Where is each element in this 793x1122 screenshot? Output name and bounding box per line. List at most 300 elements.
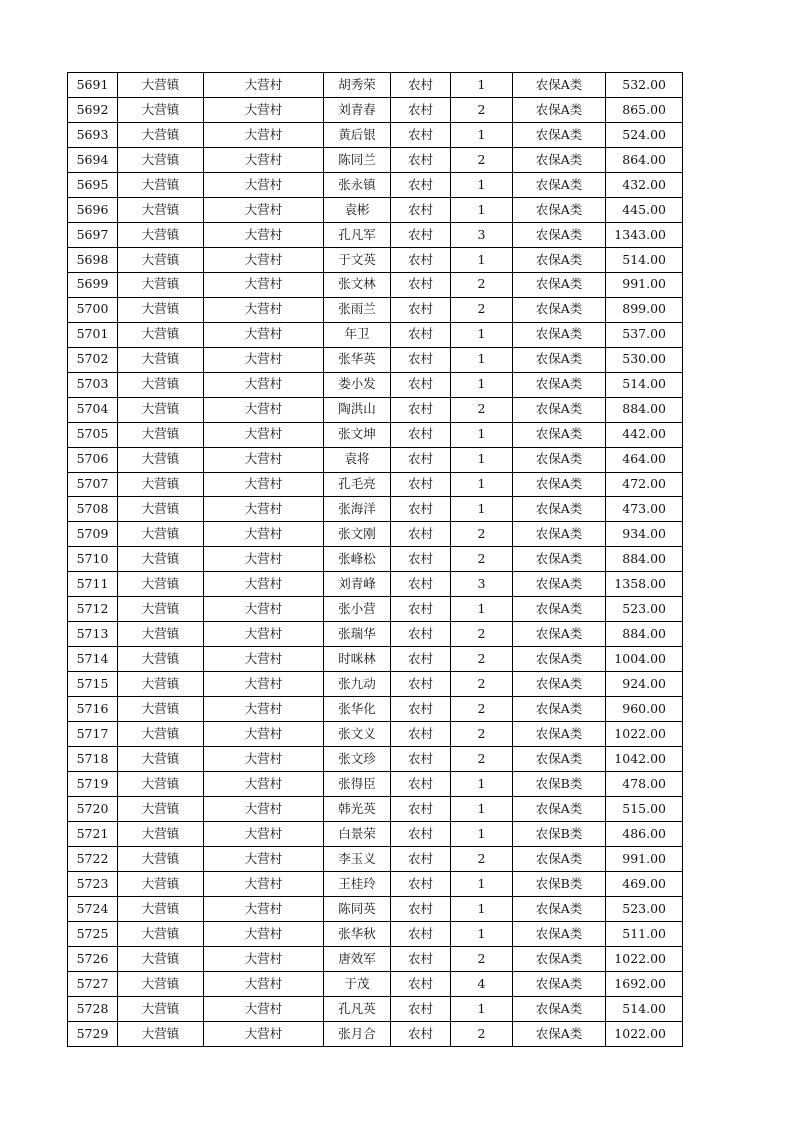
name-cell: 陈同英	[324, 896, 391, 921]
table-row	[68, 172, 683, 197]
table-row	[68, 747, 683, 772]
household-type-cell: 农村	[391, 372, 451, 397]
name-cell: 娄小发	[324, 372, 391, 397]
village-cell: 大营村	[204, 822, 324, 847]
insurance-category-cell: 农保A类	[513, 847, 606, 872]
amount-cell: 991.00	[606, 847, 683, 872]
town-cell: 大营镇	[118, 847, 204, 872]
insurance-category-cell: 农保A类	[513, 447, 606, 472]
table-row	[68, 397, 683, 422]
table-row	[68, 697, 683, 722]
town-cell: 大营镇	[118, 996, 204, 1021]
amount-cell: 924.00	[606, 672, 683, 697]
amount-cell: 865.00	[606, 97, 683, 122]
household-type-cell: 农村	[391, 347, 451, 372]
household-size-cell: 2	[451, 297, 513, 322]
household-type-cell: 农村	[391, 547, 451, 572]
household-type-cell: 农村	[391, 896, 451, 921]
amount-cell: 524.00	[606, 122, 683, 147]
town-cell: 大营镇	[118, 172, 204, 197]
name-cell: 黄后银	[324, 122, 391, 147]
row-number-cell: 5694	[68, 147, 118, 172]
village-cell: 大营村	[204, 872, 324, 897]
village-cell: 大营村	[204, 547, 324, 572]
household-type-cell: 农村	[391, 447, 451, 472]
household-size-cell: 4	[451, 971, 513, 996]
row-number-cell: 5711	[68, 572, 118, 597]
name-cell: 张瑞华	[324, 622, 391, 647]
village-cell: 大营村	[204, 996, 324, 1021]
row-number-cell: 5715	[68, 672, 118, 697]
amount-cell: 884.00	[606, 622, 683, 647]
household-type-cell: 农村	[391, 472, 451, 497]
table-row	[68, 522, 683, 547]
household-size-cell: 1	[451, 772, 513, 797]
insurance-category-cell: 农保B类	[513, 822, 606, 847]
town-cell: 大营镇	[118, 622, 204, 647]
household-type-cell: 农村	[391, 422, 451, 447]
row-number-cell: 5708	[68, 497, 118, 522]
name-cell: 陈同兰	[324, 147, 391, 172]
table-row	[68, 971, 683, 996]
row-number-cell: 5726	[68, 946, 118, 971]
household-size-cell: 1	[451, 372, 513, 397]
amount-cell: 1004.00	[606, 647, 683, 672]
table-row	[68, 622, 683, 647]
household-type-cell: 农村	[391, 397, 451, 422]
household-size-cell: 1	[451, 122, 513, 147]
household-type-cell: 农村	[391, 322, 451, 347]
town-cell: 大营镇	[118, 597, 204, 622]
household-size-cell: 1	[451, 422, 513, 447]
town-cell: 大营镇	[118, 722, 204, 747]
household-type-cell: 农村	[391, 222, 451, 247]
table-row	[68, 497, 683, 522]
amount-cell: 934.00	[606, 522, 683, 547]
village-cell: 大营村	[204, 946, 324, 971]
name-cell: 王桂玲	[324, 872, 391, 897]
village-cell: 大营村	[204, 447, 324, 472]
household-size-cell: 1	[451, 896, 513, 921]
name-cell: 张文坤	[324, 422, 391, 447]
row-number-cell: 5706	[68, 447, 118, 472]
name-cell: 张文珍	[324, 747, 391, 772]
name-cell: 时咪林	[324, 647, 391, 672]
town-cell: 大营镇	[118, 422, 204, 447]
name-cell: 张月合	[324, 1021, 391, 1046]
amount-cell: 899.00	[606, 297, 683, 322]
household-type-cell: 农村	[391, 847, 451, 872]
amount-cell: 1358.00	[606, 572, 683, 597]
name-cell: 孔凡军	[324, 222, 391, 247]
insurance-category-cell: 农保A类	[513, 921, 606, 946]
town-cell: 大营镇	[118, 872, 204, 897]
name-cell: 张华英	[324, 347, 391, 372]
name-cell: 年卫	[324, 322, 391, 347]
town-cell: 大营镇	[118, 522, 204, 547]
household-type-cell: 农村	[391, 797, 451, 822]
household-type-cell: 农村	[391, 572, 451, 597]
household-size-cell: 1	[451, 797, 513, 822]
household-type-cell: 农村	[391, 497, 451, 522]
row-number-cell: 5725	[68, 921, 118, 946]
insurance-category-cell: 农保A类	[513, 347, 606, 372]
household-size-cell: 2	[451, 272, 513, 297]
amount-cell: 473.00	[606, 497, 683, 522]
village-cell: 大营村	[204, 497, 324, 522]
insurance-category-cell: 农保B类	[513, 872, 606, 897]
row-number-cell: 5728	[68, 996, 118, 1021]
insurance-category-cell: 农保A类	[513, 322, 606, 347]
village-cell: 大营村	[204, 847, 324, 872]
amount-cell: 1343.00	[606, 222, 683, 247]
insurance-category-cell: 农保A类	[513, 197, 606, 222]
insurance-category-cell: 农保A类	[513, 422, 606, 447]
town-cell: 大营镇	[118, 197, 204, 222]
household-size-cell: 2	[451, 622, 513, 647]
insurance-category-cell: 农保A类	[513, 97, 606, 122]
row-number-cell: 5709	[68, 522, 118, 547]
table-row	[68, 222, 683, 247]
insurance-category-cell: 农保A类	[513, 547, 606, 572]
name-cell: 唐效军	[324, 946, 391, 971]
insurance-category-cell: 农保A类	[513, 672, 606, 697]
amount-cell: 486.00	[606, 822, 683, 847]
village-cell: 大营村	[204, 422, 324, 447]
amount-cell: 960.00	[606, 697, 683, 722]
table-row	[68, 372, 683, 397]
household-size-cell: 3	[451, 572, 513, 597]
row-number-cell: 5695	[68, 172, 118, 197]
insurance-category-cell: 农保A类	[513, 297, 606, 322]
town-cell: 大营镇	[118, 672, 204, 697]
amount-cell: 884.00	[606, 547, 683, 572]
name-cell: 于茂	[324, 971, 391, 996]
amount-cell: 530.00	[606, 347, 683, 372]
household-type-cell: 农村	[391, 122, 451, 147]
insurance-category-cell: 农保A类	[513, 1021, 606, 1046]
village-cell: 大营村	[204, 297, 324, 322]
amount-cell: 1692.00	[606, 971, 683, 996]
household-size-cell: 2	[451, 946, 513, 971]
amount-cell: 442.00	[606, 422, 683, 447]
town-cell: 大营镇	[118, 747, 204, 772]
town-cell: 大营镇	[118, 697, 204, 722]
household-type-cell: 农村	[391, 722, 451, 747]
table-row	[68, 847, 683, 872]
amount-cell: 532.00	[606, 73, 683, 98]
row-number-cell: 5696	[68, 197, 118, 222]
household-size-cell: 1	[451, 996, 513, 1021]
household-type-cell: 农村	[391, 996, 451, 1021]
amount-cell: 523.00	[606, 597, 683, 622]
household-type-cell: 农村	[391, 1021, 451, 1046]
name-cell: 张九动	[324, 672, 391, 697]
household-size-cell: 1	[451, 347, 513, 372]
insurance-category-cell: 农保A类	[513, 272, 606, 297]
village-cell: 大营村	[204, 971, 324, 996]
town-cell: 大营镇	[118, 572, 204, 597]
table-body	[68, 73, 683, 1047]
household-type-cell: 农村	[391, 822, 451, 847]
village-cell: 大营村	[204, 172, 324, 197]
name-cell: 陶洪山	[324, 397, 391, 422]
name-cell: 孔毛亮	[324, 472, 391, 497]
town-cell: 大营镇	[118, 297, 204, 322]
table-row	[68, 122, 683, 147]
village-cell: 大营村	[204, 122, 324, 147]
household-size-cell: 2	[451, 747, 513, 772]
village-cell: 大营村	[204, 147, 324, 172]
beneficiary-table	[67, 72, 683, 1047]
insurance-category-cell: 农保A类	[513, 722, 606, 747]
row-number-cell: 5718	[68, 747, 118, 772]
name-cell: 张文刚	[324, 522, 391, 547]
amount-cell: 511.00	[606, 921, 683, 946]
household-size-cell: 2	[451, 722, 513, 747]
household-size-cell: 2	[451, 697, 513, 722]
insurance-category-cell: 农保A类	[513, 472, 606, 497]
town-cell: 大营镇	[118, 1021, 204, 1046]
name-cell: 袁彬	[324, 197, 391, 222]
village-cell: 大营村	[204, 772, 324, 797]
table-row	[68, 447, 683, 472]
town-cell: 大营镇	[118, 797, 204, 822]
table-row	[68, 197, 683, 222]
insurance-category-cell: 农保A类	[513, 946, 606, 971]
table-row	[68, 722, 683, 747]
row-number-cell: 5723	[68, 872, 118, 897]
insurance-category-cell: 农保A类	[513, 747, 606, 772]
town-cell: 大营镇	[118, 921, 204, 946]
table-row	[68, 672, 683, 697]
household-type-cell: 农村	[391, 872, 451, 897]
insurance-category-cell: 农保B类	[513, 772, 606, 797]
town-cell: 大营镇	[118, 547, 204, 572]
insurance-category-cell: 农保A类	[513, 497, 606, 522]
household-type-cell: 农村	[391, 622, 451, 647]
household-size-cell: 1	[451, 73, 513, 98]
insurance-category-cell: 农保A类	[513, 697, 606, 722]
village-cell: 大营村	[204, 522, 324, 547]
table-row	[68, 597, 683, 622]
village-cell: 大营村	[204, 322, 324, 347]
town-cell: 大营镇	[118, 222, 204, 247]
village-cell: 大营村	[204, 247, 324, 272]
village-cell: 大营村	[204, 197, 324, 222]
amount-cell: 991.00	[606, 272, 683, 297]
row-number-cell: 5693	[68, 122, 118, 147]
amount-cell: 472.00	[606, 472, 683, 497]
village-cell: 大营村	[204, 572, 324, 597]
amount-cell: 464.00	[606, 447, 683, 472]
household-size-cell: 1	[451, 822, 513, 847]
town-cell: 大营镇	[118, 822, 204, 847]
household-type-cell: 农村	[391, 73, 451, 98]
village-cell: 大营村	[204, 797, 324, 822]
name-cell: 张文林	[324, 272, 391, 297]
name-cell: 胡秀荣	[324, 73, 391, 98]
household-size-cell: 2	[451, 397, 513, 422]
table-row	[68, 647, 683, 672]
insurance-category-cell: 农保A类	[513, 622, 606, 647]
row-number-cell: 5703	[68, 372, 118, 397]
insurance-category-cell: 农保A类	[513, 896, 606, 921]
village-cell: 大营村	[204, 97, 324, 122]
town-cell: 大营镇	[118, 97, 204, 122]
amount-cell: 1022.00	[606, 1021, 683, 1046]
village-cell: 大营村	[204, 921, 324, 946]
town-cell: 大营镇	[118, 647, 204, 672]
town-cell: 大营镇	[118, 971, 204, 996]
name-cell: 张文义	[324, 722, 391, 747]
village-cell: 大营村	[204, 1021, 324, 1046]
name-cell: 孔凡英	[324, 996, 391, 1021]
household-size-cell: 3	[451, 222, 513, 247]
household-size-cell: 2	[451, 1021, 513, 1046]
table-row	[68, 322, 683, 347]
village-cell: 大营村	[204, 622, 324, 647]
village-cell: 大营村	[204, 672, 324, 697]
row-number-cell: 5700	[68, 297, 118, 322]
table-row	[68, 572, 683, 597]
insurance-category-cell: 农保A类	[513, 522, 606, 547]
household-size-cell: 1	[451, 322, 513, 347]
row-number-cell: 5701	[68, 322, 118, 347]
town-cell: 大营镇	[118, 247, 204, 272]
amount-cell: 537.00	[606, 322, 683, 347]
household-type-cell: 农村	[391, 272, 451, 297]
household-type-cell: 农村	[391, 97, 451, 122]
household-size-cell: 2	[451, 847, 513, 872]
table-row	[68, 1021, 683, 1046]
table-row	[68, 347, 683, 372]
table-row	[68, 147, 683, 172]
town-cell: 大营镇	[118, 447, 204, 472]
table-row	[68, 297, 683, 322]
table-row	[68, 996, 683, 1021]
row-number-cell: 5712	[68, 597, 118, 622]
table-row	[68, 97, 683, 122]
town-cell: 大营镇	[118, 372, 204, 397]
amount-cell: 445.00	[606, 197, 683, 222]
row-number-cell: 5691	[68, 73, 118, 98]
insurance-category-cell: 农保A类	[513, 372, 606, 397]
row-number-cell: 5724	[68, 896, 118, 921]
household-size-cell: 2	[451, 147, 513, 172]
row-number-cell: 5721	[68, 822, 118, 847]
table-row	[68, 547, 683, 572]
insurance-category-cell: 农保A类	[513, 247, 606, 272]
household-type-cell: 农村	[391, 946, 451, 971]
table-row	[68, 422, 683, 447]
name-cell: 于文英	[324, 247, 391, 272]
household-size-cell: 2	[451, 547, 513, 572]
insurance-category-cell: 农保A类	[513, 122, 606, 147]
name-cell: 张小营	[324, 597, 391, 622]
insurance-category-cell: 农保A类	[513, 996, 606, 1021]
household-size-cell: 2	[451, 647, 513, 672]
amount-cell: 884.00	[606, 397, 683, 422]
insurance-category-cell: 农保A类	[513, 73, 606, 98]
household-size-cell: 1	[451, 921, 513, 946]
insurance-category-cell: 农保A类	[513, 397, 606, 422]
table-row	[68, 872, 683, 897]
village-cell: 大营村	[204, 372, 324, 397]
name-cell: 韩光英	[324, 797, 391, 822]
household-type-cell: 农村	[391, 522, 451, 547]
amount-cell: 478.00	[606, 772, 683, 797]
town-cell: 大营镇	[118, 122, 204, 147]
village-cell: 大营村	[204, 73, 324, 98]
household-size-cell: 1	[451, 172, 513, 197]
town-cell: 大营镇	[118, 772, 204, 797]
row-number-cell: 5697	[68, 222, 118, 247]
name-cell: 刘青峰	[324, 572, 391, 597]
row-number-cell: 5692	[68, 97, 118, 122]
household-size-cell: 1	[451, 472, 513, 497]
household-size-cell: 1	[451, 872, 513, 897]
household-type-cell: 农村	[391, 647, 451, 672]
amount-cell: 514.00	[606, 996, 683, 1021]
household-type-cell: 农村	[391, 921, 451, 946]
household-type-cell: 农村	[391, 247, 451, 272]
name-cell: 张永镇	[324, 172, 391, 197]
table-row	[68, 472, 683, 497]
table-row	[68, 921, 683, 946]
row-number-cell: 5713	[68, 622, 118, 647]
name-cell: 袁将	[324, 447, 391, 472]
amount-cell: 515.00	[606, 797, 683, 822]
table-row	[68, 946, 683, 971]
row-number-cell: 5722	[68, 847, 118, 872]
town-cell: 大营镇	[118, 347, 204, 372]
household-type-cell: 农村	[391, 772, 451, 797]
amount-cell: 1022.00	[606, 722, 683, 747]
row-number-cell: 5714	[68, 647, 118, 672]
row-number-cell: 5727	[68, 971, 118, 996]
name-cell: 李玉义	[324, 847, 391, 872]
row-number-cell: 5710	[68, 547, 118, 572]
village-cell: 大营村	[204, 647, 324, 672]
amount-cell: 514.00	[606, 372, 683, 397]
row-number-cell: 5716	[68, 697, 118, 722]
row-number-cell: 5719	[68, 772, 118, 797]
household-size-cell: 1	[451, 597, 513, 622]
amount-cell: 864.00	[606, 147, 683, 172]
household-type-cell: 农村	[391, 147, 451, 172]
insurance-category-cell: 农保A类	[513, 797, 606, 822]
insurance-category-cell: 农保A类	[513, 597, 606, 622]
household-size-cell: 1	[451, 247, 513, 272]
village-cell: 大营村	[204, 272, 324, 297]
town-cell: 大营镇	[118, 73, 204, 98]
village-cell: 大营村	[204, 397, 324, 422]
town-cell: 大营镇	[118, 322, 204, 347]
row-number-cell: 5705	[68, 422, 118, 447]
table-row	[68, 73, 683, 98]
name-cell: 刘青春	[324, 97, 391, 122]
village-cell: 大营村	[204, 222, 324, 247]
row-number-cell: 5704	[68, 397, 118, 422]
row-number-cell: 5702	[68, 347, 118, 372]
household-type-cell: 农村	[391, 197, 451, 222]
row-number-cell: 5717	[68, 722, 118, 747]
household-size-cell: 2	[451, 672, 513, 697]
row-number-cell: 5707	[68, 472, 118, 497]
household-type-cell: 农村	[391, 172, 451, 197]
village-cell: 大营村	[204, 896, 324, 921]
